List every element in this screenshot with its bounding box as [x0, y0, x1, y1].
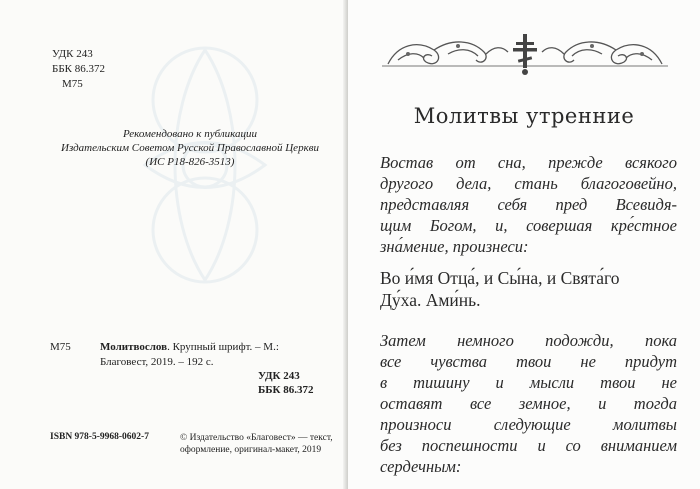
catalog-line-1 [100, 341, 279, 354]
copyright-line-1: © Издательство «Благовест» — текст, [180, 433, 333, 443]
left-page [0, 0, 346, 489]
instruction-line: в тишину и мысли твои не [380, 373, 677, 392]
prayer-line: Во и́мя Отца́, и Сы́на, и Свята́го [380, 268, 620, 288]
udk-label: УДК 243 [52, 48, 93, 60]
recommendation-line-1: Рекомендовано к публикации [122, 128, 258, 140]
instruction-line: Затем немного подожди, пока [380, 331, 677, 350]
prayer-paragraph [380, 267, 677, 311]
instruction-line: без поспешности и со вниманием [380, 436, 677, 455]
author-sign: М75 [62, 78, 83, 90]
intro-line: Востав от сна, прежде всякого [380, 153, 677, 172]
intro-line: щим Богом, и, совершая кре́стное [380, 216, 677, 235]
intro-line: зна́мение, произнеси: [380, 237, 529, 256]
copyright-line-2: оформление, оригинал-макет, 2019 [180, 445, 322, 455]
instruction-line: оставят все земное, и тогда [380, 394, 677, 413]
instruction-paragraph [380, 330, 677, 477]
catalog-line-2: Благовест, 2019. – 192 с. [100, 356, 214, 368]
prayer-line: Ду́ха. Ами́нь. [380, 290, 481, 310]
bbk-bold: ББК 86.372 [258, 384, 314, 396]
page-title: Молитвы утренние [413, 104, 635, 128]
catalog-line-1-rest: . Крупный шрифт. – М.: [167, 341, 279, 353]
right-page [348, 0, 700, 489]
instruction-line: сердечным: [380, 457, 462, 476]
intro-paragraph [380, 152, 677, 257]
instruction-line: произноси следующие молитвы [380, 415, 677, 434]
recommendation-line-2: Издательским Советом Русской Православной Церкви [61, 142, 319, 154]
instruction-line: все чувства твои не придут [380, 352, 677, 371]
header-ornament [378, 30, 672, 80]
catalog-title: Молитвослов [100, 341, 168, 353]
intro-line: представляя себя пред Всевидя- [380, 195, 677, 214]
intro-line: другого дела, стань благоговейно, [380, 174, 677, 193]
udk-bold: УДК 243 [258, 370, 300, 382]
recommendation-line-3: (ИС Р18-826-3513) [145, 156, 235, 168]
isbn: ISBN 978-5-9968-0602-7 [50, 432, 149, 442]
bbk-label: ББК 86.372 [52, 63, 105, 75]
catalog-sign: М75 [50, 341, 71, 353]
